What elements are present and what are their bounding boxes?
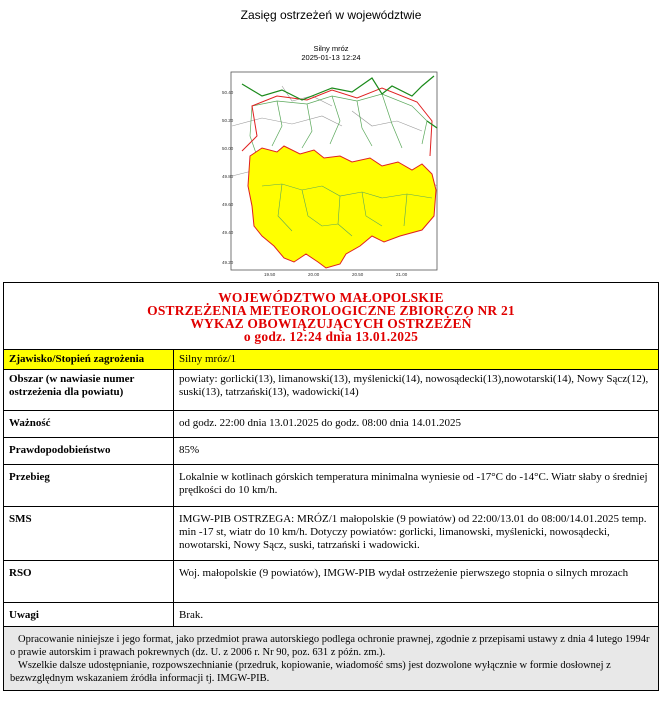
copyright-paragraph: Opracowanie niniejsze i jego format, jako przedmiot prawa autorskiego podlega ochronie prawnej, zgodnie z przepisami ustawy z dnia 4 lutego 1994r o prawie autorskim i prawach pokrewnych (dz. U. z 2006 r. Nr 90, poz. 631 z późn. zm.). xyxy=(10,634,650,658)
bulletin-title: OSTRZEŻENIA METEOROLOGICZNE ZBIORCZO NR 21 xyxy=(147,303,515,318)
row-value: 85% xyxy=(174,438,659,465)
y-tick-label: 50.00 xyxy=(222,146,234,151)
warnings-table xyxy=(3,282,659,691)
row-value: Silny mróz/1 xyxy=(174,350,659,370)
table-row xyxy=(4,411,659,438)
row-label: SMS xyxy=(4,507,174,561)
row-label: Uwagi xyxy=(4,603,174,627)
warning-map xyxy=(222,66,442,276)
table-row xyxy=(4,438,659,465)
row-label: Ważność xyxy=(4,411,174,438)
table-row xyxy=(4,465,659,507)
row-label: Obszar (w nawiasie numer ostrzeżenia dla powiatu) xyxy=(4,370,174,411)
table-row xyxy=(4,507,659,561)
y-tick-label: 50.40 xyxy=(222,90,234,95)
map-svg xyxy=(222,66,442,276)
row-value: IMGW-PIB OSTRZEGA: MRÓZ/1 małopolskie (9 powiatów) od 22:00/13.01 do 08:00/14.01.2025 temp. min -17 st, wiatr do 10 km/h. Dotyczy powiatów: gorlicki, limanowski, myślenicki, nowosądecki, nowotarski, Nowy Sącz, suski, tatrzański i wadowicki. xyxy=(174,507,659,561)
table-row xyxy=(4,370,659,411)
map-hazard-label: Silny mróz xyxy=(313,44,349,53)
table-header-row xyxy=(4,283,659,350)
issue-time: o godz. 12:24 dnia 13.01.2025 xyxy=(243,329,419,344)
row-value: od godz. 22:00 dnia 13.01.2025 do godz. 08:00 dnia 14.01.2025 xyxy=(174,411,659,438)
redistribution-paragraph: Wszelkie dalsze udostępnianie, rozpowszechnianie (przedruk, kopiowanie, wiadomość sms) jest dozwolone wyłącznie w formie dosłownej z bezwzględnym wskazaniem źródła informacji tj. IMGW-PIB. xyxy=(10,660,611,684)
row-value: powiaty: gorlicki(13), limanowski(13), myślenicki(14), nowosądecki(13),nowotarski(14), Nowy Sącz(12), suski(13), tatrzański(13), wadowicki(14) xyxy=(174,370,659,411)
row-label: Zjawisko/Stopień zagrożenia xyxy=(4,350,174,370)
row-value: Lokalnie w kotlinach górskich temperatura minimalna wyniesie od -17°C do -14°C. Wiatr słaby o średniej prędkości do 10 km/h. xyxy=(174,465,659,507)
copyright-notice xyxy=(4,627,659,691)
table-row xyxy=(4,561,659,603)
row-label: Prawdopodobieństwo xyxy=(4,438,174,465)
page-title: Zasięg ostrzeżeń w województwie xyxy=(240,8,422,22)
y-tick-label: 49.80 xyxy=(222,174,234,179)
row-value: Woj. małopolskie (9 powiatów), IMGW-PIB wydał ostrzeżenie pierwszego stopnia o silnych mrozach xyxy=(174,561,659,603)
y-tick-label: 49.20 xyxy=(222,260,234,265)
y-tick-label: 49.60 xyxy=(222,202,234,207)
copyright-row xyxy=(4,627,659,691)
table-row xyxy=(4,603,659,627)
list-title: WYKAZ OBOWIĄZUJĄCYCH OSTRZEŻEŃ xyxy=(190,316,472,331)
x-tick-label: 20.50 xyxy=(352,272,364,276)
x-tick-label: 20.00 xyxy=(308,272,320,276)
voivodeship-title: WOJEWÓDZTWO MAŁOPOLSKIE xyxy=(218,290,444,305)
row-value: Brak. xyxy=(174,603,659,627)
table-header xyxy=(4,283,659,350)
row-label: Przebieg xyxy=(4,465,174,507)
row-label: RSO xyxy=(4,561,174,603)
y-tick-label: 49.40 xyxy=(222,230,234,235)
x-tick-label: 21.00 xyxy=(396,272,408,276)
x-tick-label: 19.50 xyxy=(264,272,276,276)
table-row xyxy=(4,350,659,370)
y-tick-label: 50.20 xyxy=(222,118,234,123)
map-timestamp: 2025-01-13 12:24 xyxy=(301,53,361,62)
